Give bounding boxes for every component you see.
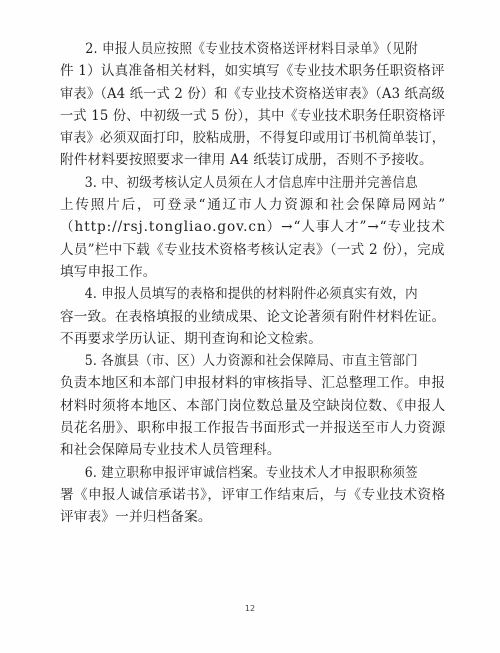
text-line: 件 1）认真准备相关材料，如实填写《专业技术职务任职资格评	[60, 63, 445, 80]
text-line: 上传照片后，可登录“通辽市人力资源和社会保障局网站”	[60, 197, 447, 214]
text-line: 附件材料要按照要求一律用 A4 纸装订成册，否则不予接收。	[60, 152, 433, 169]
text-line: 4. 申报人员填写的表格和提供的材料附件必须真实有效，内	[84, 286, 418, 303]
text-line: 员花名册》、职称申报工作报告书面形式一并报送至市人力资源	[60, 420, 446, 437]
paragraph-4	[60, 283, 445, 350]
page-number: 12	[244, 604, 256, 613]
text-line: 评审表》一并归档备案。	[60, 509, 212, 526]
text-line: 审表》（A4 纸一式 2 份）和《专业技术资格送审表》（A3 纸高级	[60, 85, 445, 102]
paragraph-3	[60, 172, 445, 283]
text-line: 5. 各旗县（市、区）人力资源和社会保障局、市直主管部门	[84, 353, 418, 370]
text-line: 材料时须将本地区、本部门岗位数总量及空缺岗位数、《申报人	[60, 397, 446, 414]
document-body	[60, 38, 445, 529]
text-line: 署《申报人诚信承诺书》，评审工作结束后，与《专业技术资格	[60, 486, 446, 503]
paragraph-5	[60, 350, 445, 461]
text-line: 不再要求学历认证、期刊查询和论文检索。	[60, 330, 323, 347]
paragraph-6	[60, 462, 445, 529]
text-line: 审表》必须双面打印，胶粘成册，不得复印或用订书机简单装订，	[60, 130, 446, 147]
text-line: 负责本地区和本部门申报材料的审核指导、汇总整理工作。申报	[60, 375, 446, 392]
text-line: 3. 中、初级考核认定人员须在人才信息库中注册并完善信息	[84, 174, 418, 191]
text-line: 2. 申报人员应按照《专业技术资格送评材料目录单》（见附	[85, 41, 418, 57]
text-line: 人员”栏中下载《专业技术资格考核认定表》（一式 2 份），完成	[60, 241, 445, 258]
text-line: 容一致。在表格填报的业绩成果、论文论著须有附件材料佐证。	[60, 308, 446, 325]
text-line: 填写申报工作。	[60, 263, 157, 280]
text-line: 和社会保障局专业技术人员管理科。	[60, 442, 281, 459]
text-line: 一式 15 份、中初级一式 5 份），其中《专业技术职务任职资格评	[60, 107, 446, 124]
paragraph-2	[60, 38, 445, 172]
text-line: （http://rsj.tongliao.gov.cn）→“人事人才”→“专业技术	[60, 219, 446, 236]
text-line: 6. 建立职称申报评审诚信档案。专业技术人才申报职称须签	[84, 464, 418, 481]
